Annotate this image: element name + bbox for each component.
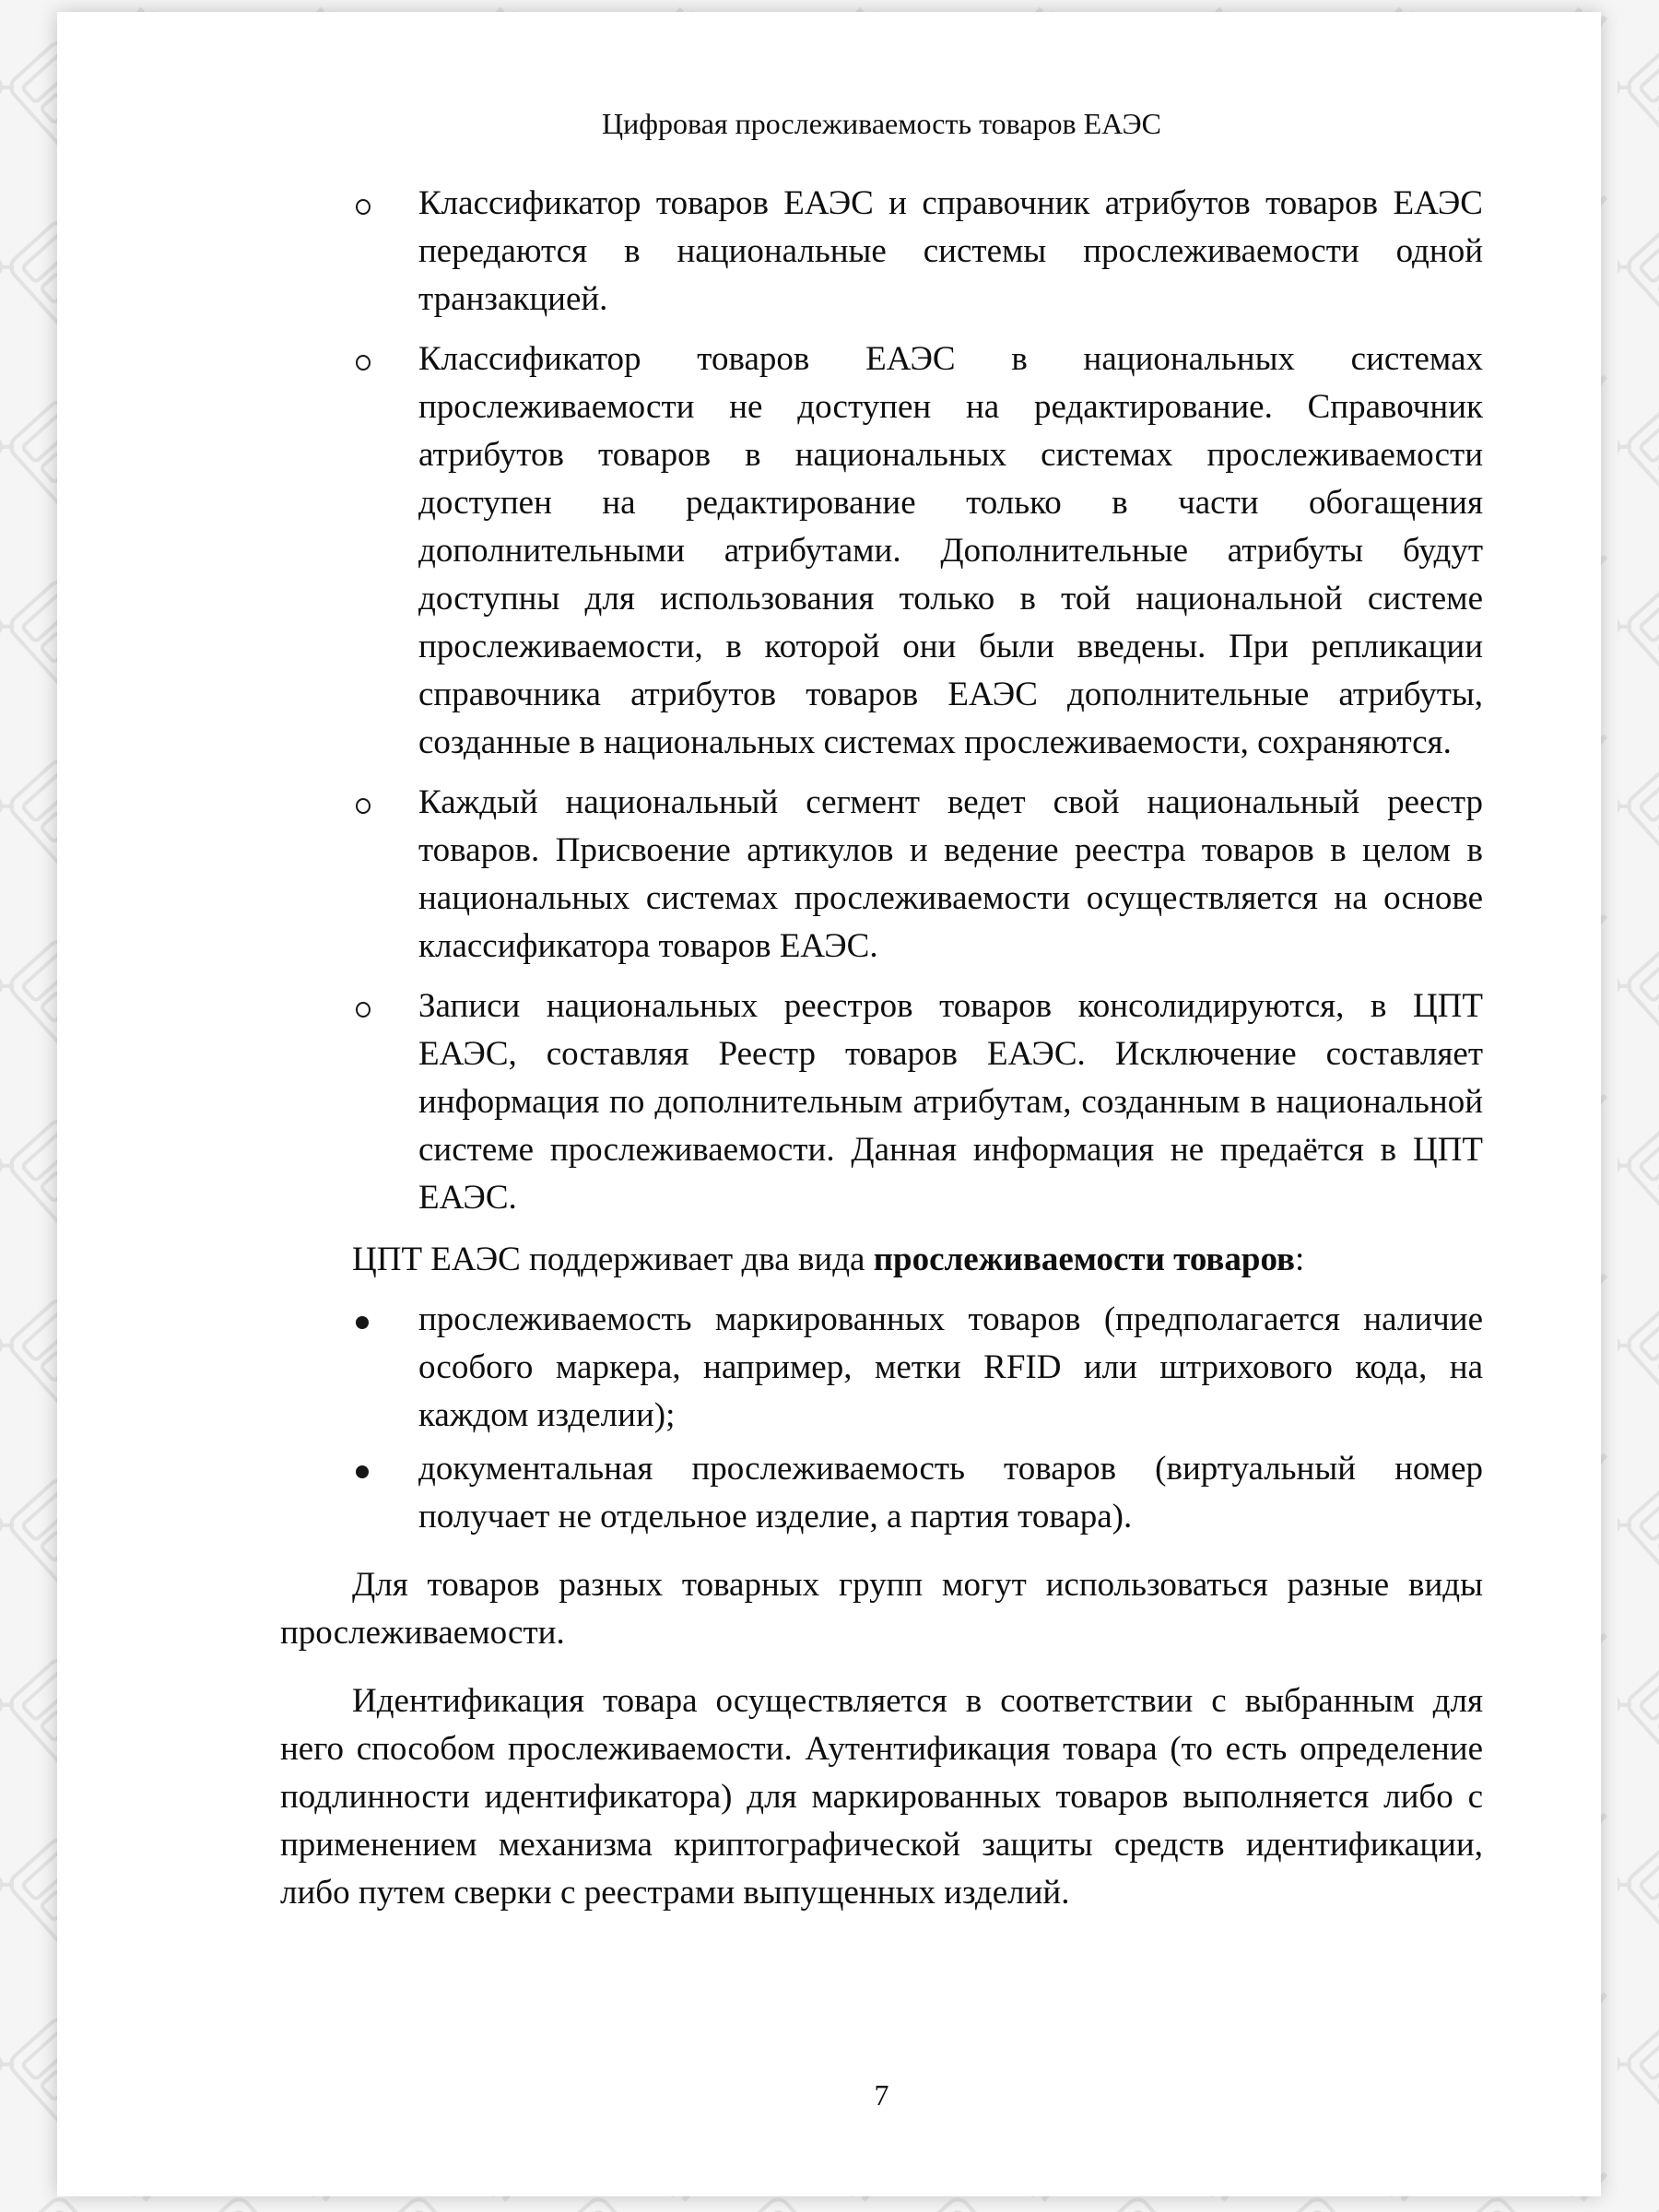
disc-bullet-icon <box>356 1316 369 1329</box>
disc-bullet-list <box>280 1296 1483 1541</box>
intro-paragraph <box>280 1236 1483 1284</box>
list-item-text: Записи национальных реестров товаров консолидируются, в ЦПТ ЕАЭС, составляя Реестр товаров ЕАЭС. Исключение составляет информация по дополнительным атрибутам, созданным в национальной системе прослеживаемости. Данная информация не предаётся в ЦПТ ЕАЭС. <box>418 987 1483 1217</box>
list-item-text: Каждый национальный сегмент ведет свой национальный реестр товаров. Присвоение артикулов и ведение реестра товаров в целом в национальных системах прослеживаемости осуществляется на основе классификатора товаров ЕАЭС. <box>418 783 1483 965</box>
list-item-text: прослеживаемость маркированных товаров (предполагается наличие особого маркера, например, метки RFID или штрихового кода, на каждом изделии); <box>418 1300 1483 1434</box>
list-item <box>280 1296 1483 1440</box>
intro-text-before: ЦПТ ЕАЭС поддерживает два вида <box>352 1241 874 1278</box>
list-item <box>280 335 1483 767</box>
intro-bold-text: прослеживаемости товаров <box>873 1241 1296 1278</box>
circle-bullet-icon <box>356 798 371 814</box>
list-item-text: Классификатор товаров ЕАЭС и справочник атрибутов товаров ЕАЭС передаются в национальные системы прослеживаемости одной транзакцией. <box>418 184 1483 318</box>
circle-bullet-list <box>280 180 1483 1222</box>
list-item <box>280 982 1483 1222</box>
list-item <box>280 779 1483 971</box>
page-number: 7 <box>874 2078 889 2112</box>
list-item-text: документальная прослеживаемость товаров (виртуальный номер получает не отдельное изделие, а партия товара). <box>418 1450 1483 1535</box>
page-content <box>280 104 1483 1917</box>
document-page <box>57 12 1601 2196</box>
list-item-text: Классификатор товаров ЕАЭС в национальных системах прослеживаемости не доступен на редактирование. Справочник атрибутов товаров в национальных системах прослеживаемости доступен на редактирование только в части обогащения дополнительными атрибутами. Дополнительные атрибуты будут доступны для использования только в той национальной системе прослеживаемости, в которой они были введены. При репликации справочника атрибутов товаров ЕАЭС дополнительные атрибуты, созданные в национальных системах прослеживаемости, сохраняются. <box>418 340 1483 761</box>
list-item <box>280 1445 1483 1541</box>
list-item <box>280 180 1483 324</box>
paragraph-traceability-kinds: Для товаров разных товарных групп могут использоваться разные виды прослеживаемости. <box>280 1566 1483 1652</box>
disc-bullet-icon <box>356 1465 369 1478</box>
circle-bullet-icon <box>356 355 371 371</box>
intro-text-after: : <box>1295 1241 1305 1278</box>
circle-bullet-icon <box>356 1002 371 1018</box>
page-header-title: Цифровая прослеживаемость товаров ЕАЭС <box>602 107 1161 140</box>
circle-bullet-icon <box>356 199 371 215</box>
paragraph-identification: Идентификация товара осуществляется в соответствии с выбранным для него способом прослеживаемости. Аутентификация товара (то есть определение подлинности идентификатора) для маркированных товаров выполняется либо с применением механизма криптографической защиты средств идентификации, либо путем сверки с реестрами выпущенных изделий. <box>280 1682 1483 1912</box>
